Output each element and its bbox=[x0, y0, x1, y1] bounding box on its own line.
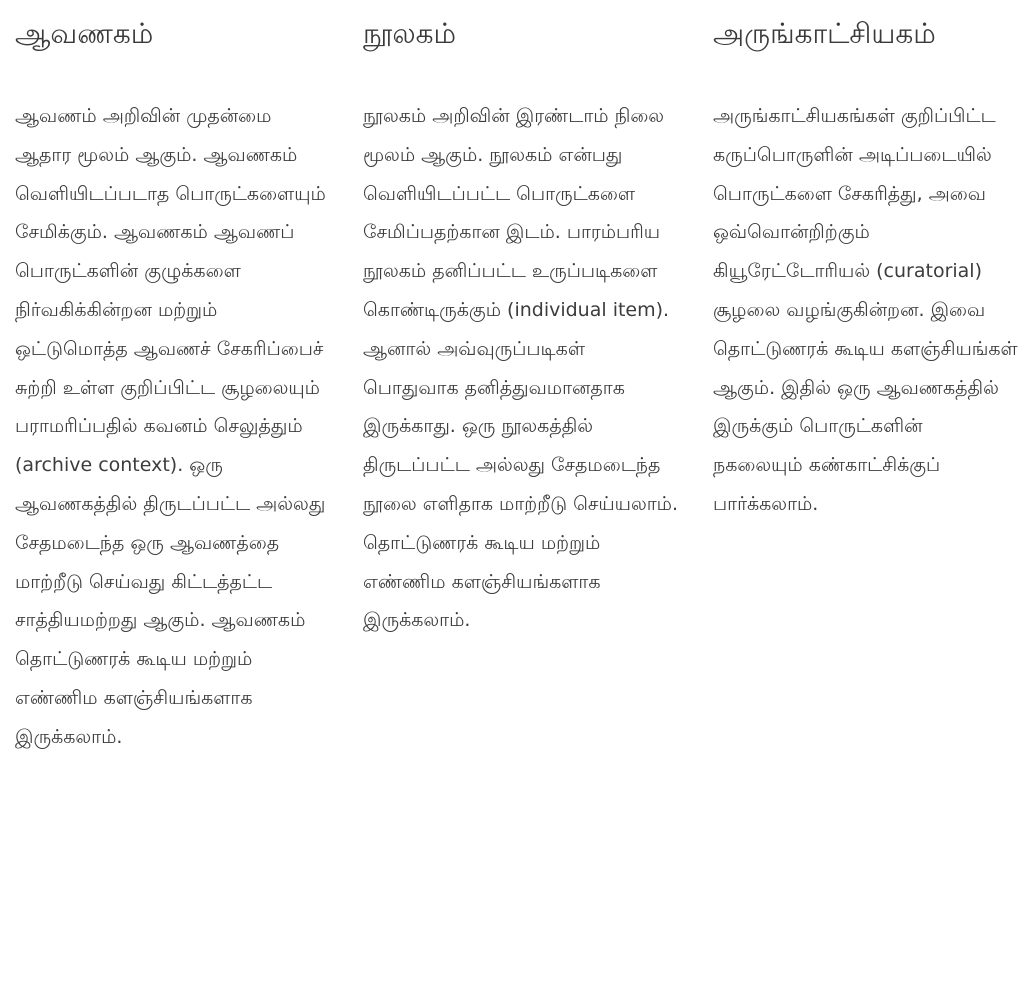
museum-column bbox=[713, 14, 1018, 524]
archive-column bbox=[15, 14, 333, 757]
library-column bbox=[363, 14, 681, 640]
museum-heading: அருங்காட்சியகம் bbox=[713, 17, 936, 50]
library-heading: நூலகம் bbox=[363, 17, 457, 50]
museum-description: அருங்காட்சியகங்கள் குறிப்பிட்ட கருப்பொருளின் அடிப்படையில் பொருட்களை சேகரித்து, அவை ஒவ்வொன்றிற்கும் கியூரேட்டோரியல் (curatorial) சூழலை வழங்குகின்றன. இவை தொட்டுணரக் கூடிய களஞ்சியங்கள் ஆகும். இதில் ஒரு ஆவணகத்தில் இருக்கும் பொருட்களின் நகலையும் கண்காட்சிக்குப் பார்க்கலாம். bbox=[713, 105, 1018, 515]
archive-description: ஆவணம் அறிவின் முதன்மை ஆதார மூலம் ஆகும். ஆவணகம் வெளியிடப்படாத பொருட்களையும் சேமிக்கும். ஆவணகம் ஆவணப் பொருட்களின் குழுக்களை நிர்வகிக்கின்றன மற்றும் ஒட்டுமொத்த ஆவணச் சேகரிப்பைச் சுற்றி உள்ள குறிப்பிட்ட சூழலையும் பராமரிப்பதில் கவனம் செலுத்தும் (archive context). ஒரு ஆவணகத்தில் திருடப்பட்ட அல்லது சேதமடைந்த ஒரு ஆவணத்தை மாற்றீடு செய்வது கிட்டத்தட்ட சாத்தியமற்றது ஆகும். ஆவணகம் தொட்டுணரக் கூடிய மற்றும் எண்ணிம களஞ்சியங்களாக இருக்கலாம். bbox=[15, 105, 326, 748]
archive-heading: ஆவணகம் bbox=[15, 17, 154, 50]
library-description: நூலகம் அறிவின் இரண்டாம் நிலை மூலம் ஆகும். நூலகம் என்பது வெளியிடப்பட்ட பொருட்களை சேமிப்பதற்கான இடம். பாரம்பரிய நூலகம் தனிப்பட்ட உருப்படிகளை கொண்டிருக்கும் (individual item). ஆனால் அவ்வுருப்படிகள் பொதுவாக தனித்துவமானதாக இருக்காது. ஒரு நூலகத்தில் திருடப்பட்ட அல்லது சேதமடைந்த நூலை எளிதாக மாற்றீடு செய்யலாம். தொட்டுணரக் கூடிய மற்றும் எண்ணிம களஞ்சியங்களாக இருக்கலாம். bbox=[363, 105, 679, 632]
